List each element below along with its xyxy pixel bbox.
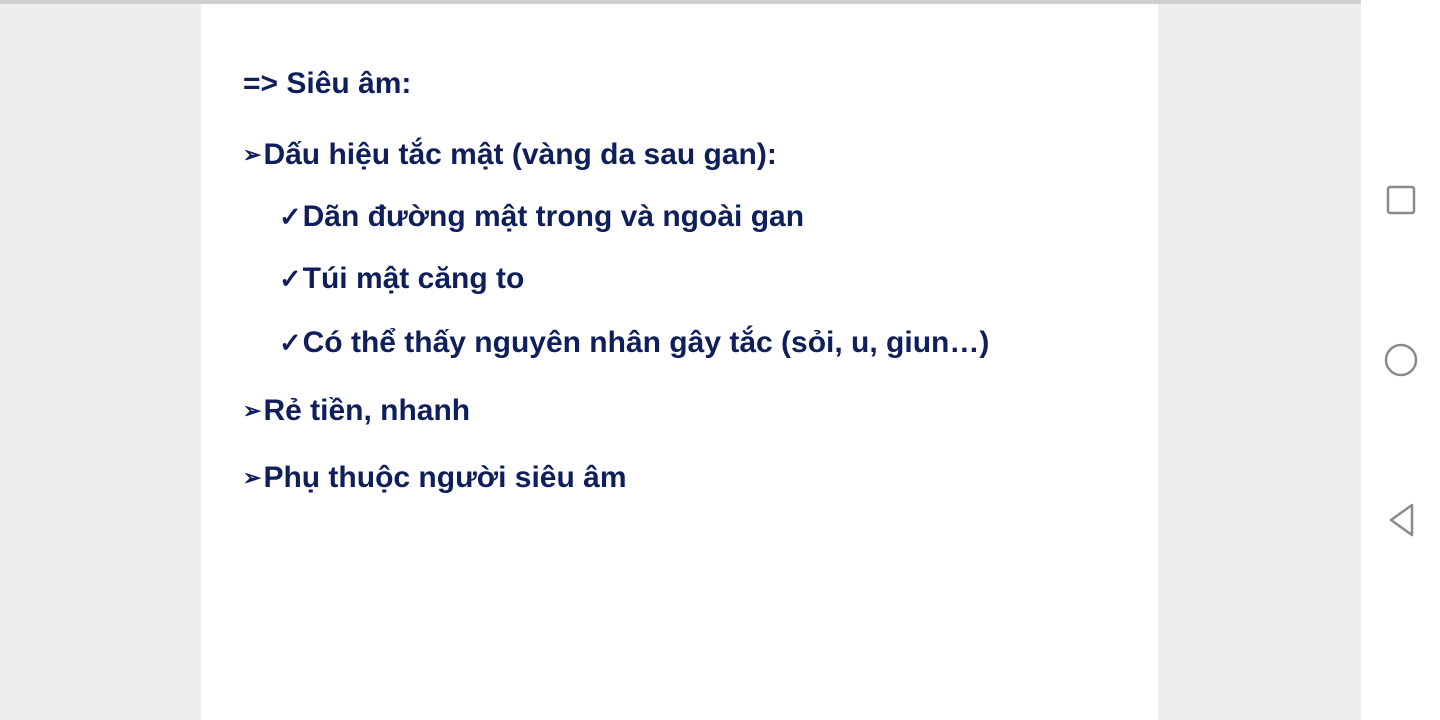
check-bullet-icon: ✓ bbox=[279, 264, 302, 294]
arrow-bullet-icon: ➢ bbox=[243, 398, 262, 423]
bullet-item: ➢Dấu hiệu tắc mật (vàng da sau gan): bbox=[243, 138, 777, 171]
back-icon bbox=[1385, 502, 1417, 538]
home-icon bbox=[1383, 342, 1419, 378]
back-button[interactable] bbox=[1380, 499, 1422, 541]
arrow-bullet-icon: ➢ bbox=[243, 465, 262, 490]
recent-apps-icon bbox=[1385, 184, 1417, 216]
bullet-item: ➢Rẻ tiền, nhanh bbox=[243, 394, 471, 427]
sub-bullet-item: ✓Có thể thấy nguyên nhân gây tắc (sỏi, u, giun…) bbox=[279, 326, 990, 359]
sub-bullet-item: ✓Túi mật căng to bbox=[279, 262, 525, 295]
system-navigation-bar bbox=[1361, 0, 1440, 720]
recent-apps-button[interactable] bbox=[1380, 179, 1422, 221]
slide-heading: => Siêu âm: bbox=[243, 67, 412, 100]
arrow-bullet-icon: ➢ bbox=[243, 142, 262, 167]
sub-bullet-item: ✓Dãn đường mật trong và ngoài gan bbox=[279, 200, 805, 233]
check-bullet-icon: ✓ bbox=[279, 202, 302, 232]
home-button[interactable] bbox=[1380, 339, 1422, 381]
check-bullet-icon: ✓ bbox=[279, 328, 302, 358]
bullet-item: ➢Phụ thuộc người siêu âm bbox=[243, 461, 627, 494]
slide-page bbox=[201, 4, 1158, 720]
